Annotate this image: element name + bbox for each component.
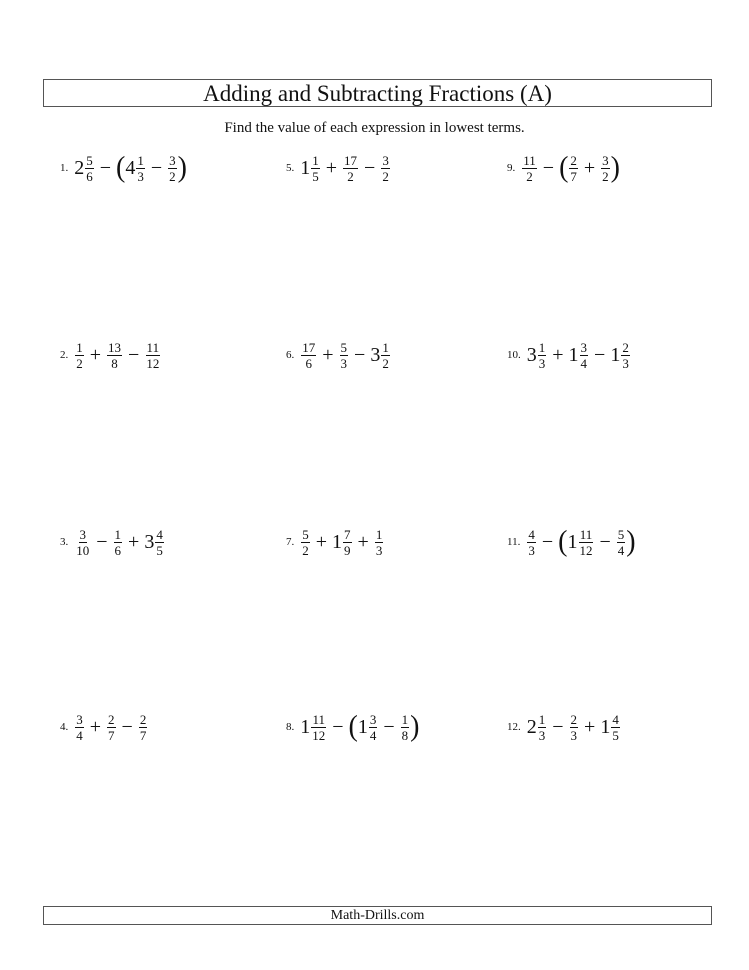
denominator: 6	[305, 355, 312, 371]
problem-7	[286, 522, 384, 562]
numerator: 17	[302, 339, 316, 355]
numerator: 1	[114, 526, 122, 542]
operator: −	[150, 156, 163, 179]
problem-4	[60, 707, 148, 747]
numerator: 4	[612, 711, 619, 727]
numerator: 3	[76, 711, 83, 727]
problem-1	[60, 148, 187, 188]
expression	[300, 341, 391, 370]
numerator: 3	[382, 152, 389, 168]
numerator: 2	[622, 339, 629, 355]
fraction	[343, 154, 358, 183]
expression	[527, 713, 621, 742]
whole-number: 1	[300, 715, 311, 738]
fraction	[621, 341, 630, 370]
fraction	[107, 341, 122, 370]
operator: +	[315, 530, 328, 553]
parenthesis: )	[626, 525, 636, 558]
problem-8	[286, 707, 419, 747]
problem-number: 3.	[60, 536, 69, 548]
problem-3	[60, 522, 165, 562]
fraction	[114, 528, 123, 557]
whole-number: 3	[144, 530, 155, 553]
denominator: 6	[86, 168, 93, 184]
problem-number: 11.	[507, 536, 521, 548]
operator: +	[584, 715, 596, 738]
operator: +	[552, 343, 564, 366]
denominator: 4	[369, 727, 377, 743]
numerator: 5	[86, 152, 93, 168]
parenthesis: )	[177, 151, 187, 184]
problem-5	[286, 148, 391, 188]
denominator: 3	[622, 355, 629, 371]
problem-6	[286, 335, 391, 375]
whole-number: 4	[125, 156, 136, 179]
denominator: 3	[538, 355, 546, 371]
numerator: 13	[108, 339, 122, 355]
expression	[300, 154, 391, 183]
denominator: 7	[139, 727, 147, 743]
denominator: 3	[538, 727, 546, 743]
numerator: 3	[602, 152, 609, 168]
operator: +	[89, 715, 102, 738]
numerator: 4	[528, 526, 535, 542]
denominator: 8	[401, 727, 409, 743]
parenthesis: )	[610, 151, 620, 184]
denominator: 7	[570, 168, 577, 184]
worksheet-title: Adding and Subtracting Fractions (A)	[43, 79, 712, 107]
numerator: 3	[580, 339, 588, 355]
numerator: 3	[79, 526, 86, 542]
denominator: 12	[579, 542, 593, 558]
denominator: 2	[382, 168, 389, 184]
numerator: 1	[401, 711, 409, 727]
operator: +	[325, 156, 338, 179]
fraction	[340, 341, 349, 370]
numerator: 1	[382, 339, 389, 355]
denominator: 2	[602, 168, 609, 184]
numerator: 17	[344, 152, 358, 168]
problem-number: 2.	[60, 349, 69, 361]
operator: −	[541, 530, 554, 553]
problem-number: 6.	[286, 349, 295, 361]
operator: −	[99, 156, 112, 179]
denominator: 2	[76, 355, 83, 371]
whole-number: 1	[300, 156, 311, 179]
denominator: 2	[169, 168, 176, 184]
operator: −	[128, 343, 140, 366]
denominator: 7	[108, 727, 115, 743]
fraction	[145, 341, 160, 370]
fraction	[578, 528, 593, 557]
problem-12	[507, 707, 621, 747]
fraction	[75, 341, 84, 370]
numerator: 1	[375, 526, 383, 542]
problem-number: 5.	[286, 162, 295, 174]
numerator: 1	[538, 711, 546, 727]
denominator: 4	[76, 727, 83, 743]
parenthesis: )	[410, 710, 420, 743]
numerator: 1	[312, 152, 319, 168]
whole-number: 3	[526, 343, 537, 366]
whole-number: 1	[567, 530, 578, 553]
operator: −	[552, 715, 564, 738]
whole-number: 1	[568, 343, 579, 366]
denominator: 9	[344, 542, 351, 558]
fraction	[75, 528, 90, 557]
fraction	[611, 713, 620, 742]
numerator: 1	[538, 339, 546, 355]
problem-11	[507, 522, 636, 562]
problem-number: 10.	[507, 349, 521, 361]
numerator: 2	[139, 711, 147, 727]
operator: −	[383, 715, 395, 738]
fraction	[311, 154, 320, 183]
whole-number: 2	[526, 715, 537, 738]
numerator: 11	[523, 152, 536, 168]
fraction	[311, 713, 326, 742]
parenthesis: (	[559, 151, 569, 184]
denominator: 3	[340, 355, 348, 371]
fraction	[617, 528, 626, 557]
operator: −	[594, 343, 606, 366]
numerator: 7	[344, 526, 351, 542]
fraction	[168, 154, 177, 183]
numerator: 5	[302, 526, 309, 542]
operator: +	[322, 343, 334, 366]
fraction	[580, 341, 589, 370]
denominator: 4	[617, 542, 625, 558]
fraction	[381, 154, 390, 183]
problem-9	[507, 148, 620, 188]
parenthesis: (	[116, 151, 126, 184]
expression	[74, 713, 148, 742]
fraction	[155, 528, 164, 557]
numerator: 4	[156, 526, 163, 542]
problem-number: 12.	[507, 721, 521, 733]
problem-2	[60, 335, 161, 375]
denominator: 3	[137, 168, 144, 184]
expression	[527, 341, 631, 370]
fraction	[375, 528, 384, 557]
problem-number: 1.	[60, 162, 69, 174]
denominator: 8	[111, 355, 118, 371]
numerator: 11	[146, 339, 160, 355]
numerator: 1	[76, 339, 83, 355]
fraction	[136, 154, 145, 183]
whole-number: 1	[610, 343, 621, 366]
parenthesis: (	[558, 525, 568, 558]
denominator: 3	[570, 727, 578, 743]
fraction	[75, 713, 84, 742]
expression	[74, 528, 165, 557]
denominator: 10	[76, 542, 90, 558]
fraction	[522, 154, 537, 183]
problem-number: 8.	[286, 721, 295, 733]
denominator: 2	[526, 168, 533, 184]
denominator: 4	[580, 355, 588, 371]
numerator: 2	[570, 152, 577, 168]
fraction	[343, 528, 352, 557]
footer: Math-Drills.com	[43, 906, 712, 925]
denominator: 5	[612, 727, 619, 743]
fraction	[85, 154, 94, 183]
operator: −	[354, 343, 366, 366]
denominator: 3	[375, 542, 383, 558]
numerator: 2	[570, 711, 578, 727]
operator: +	[128, 530, 140, 553]
numerator: 3	[169, 152, 176, 168]
expression	[300, 528, 384, 557]
numerator: 3	[369, 711, 377, 727]
problem-10	[507, 335, 631, 375]
operator: +	[583, 156, 596, 179]
instructions: Find the value of each expression in lowest terms.	[224, 120, 525, 136]
denominator: 2	[382, 355, 389, 371]
expression	[300, 710, 420, 743]
fraction	[381, 341, 390, 370]
fraction	[601, 154, 610, 183]
fraction	[570, 713, 579, 742]
problem-number: 4.	[60, 721, 69, 733]
fraction	[139, 713, 148, 742]
numerator: 2	[108, 711, 115, 727]
denominator: 5	[312, 168, 319, 184]
operator: +	[89, 343, 102, 366]
parenthesis: (	[348, 710, 358, 743]
whole-number: 1	[600, 715, 611, 738]
operator: −	[364, 156, 376, 179]
operator: −	[542, 156, 555, 179]
whole-number: 3	[370, 343, 381, 366]
numerator: 11	[579, 526, 593, 542]
denominator: 3	[528, 542, 535, 558]
operator: −	[96, 530, 108, 553]
fraction	[527, 528, 536, 557]
numerator: 1	[137, 152, 144, 168]
expression	[74, 151, 187, 184]
operator: −	[121, 715, 133, 738]
expression	[74, 341, 161, 370]
denominator: 2	[302, 542, 309, 558]
numerator: 5	[340, 339, 348, 355]
denominator: 6	[114, 542, 122, 558]
whole-number: 1	[357, 715, 368, 738]
fraction	[301, 341, 316, 370]
fraction	[538, 713, 547, 742]
fraction	[369, 713, 378, 742]
fraction	[301, 528, 310, 557]
denominator: 2	[347, 168, 354, 184]
numerator: 5	[617, 526, 625, 542]
operator: −	[599, 530, 611, 553]
fraction	[401, 713, 410, 742]
numerator: 11	[312, 711, 326, 727]
whole-number: 2	[74, 156, 85, 179]
expression	[521, 151, 620, 184]
problem-number: 7.	[286, 536, 295, 548]
denominator: 12	[146, 355, 160, 371]
operator: −	[332, 715, 344, 738]
fraction	[107, 713, 116, 742]
expression	[526, 525, 636, 558]
problem-number: 9.	[507, 162, 516, 174]
operator: +	[357, 530, 369, 553]
fraction	[538, 341, 547, 370]
whole-number: 1	[332, 530, 343, 553]
fraction	[569, 154, 578, 183]
denominator: 5	[156, 542, 163, 558]
denominator: 12	[312, 727, 326, 743]
